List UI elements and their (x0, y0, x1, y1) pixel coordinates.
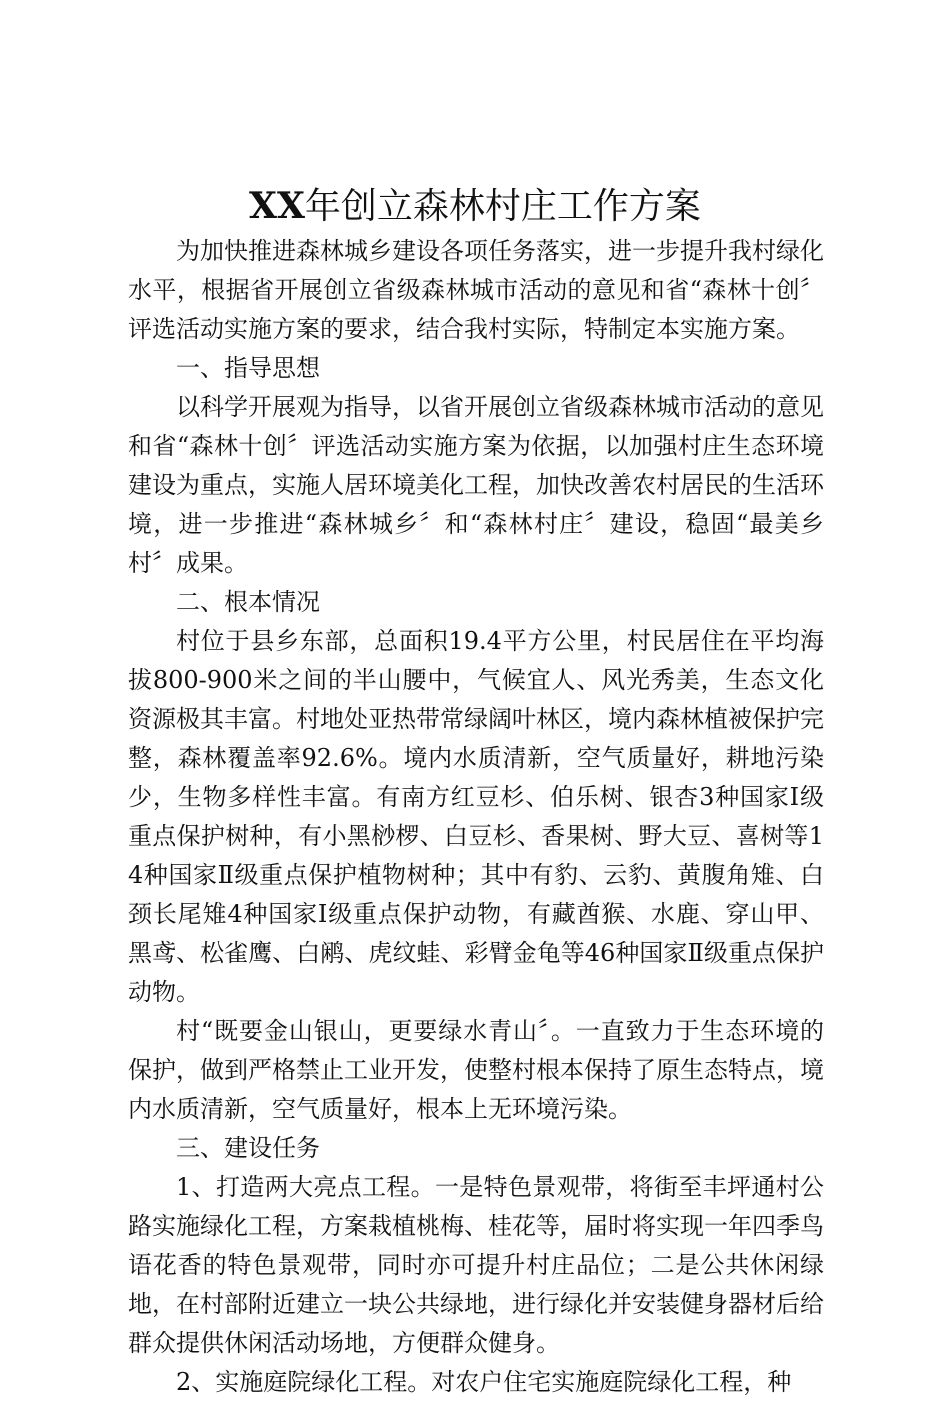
intro-paragraph: 为加快推进森林城乡建设各项任务落实，进一步提升我村绿化水平，根据省开展创立省级森林城市活动的意见和省“森林十创〞评选活动实施方案的要求，结合我村实际，特制定本实施方案。 (128, 237, 824, 343)
document-body (128, 232, 824, 1402)
ecology-paragraph: 村“既要金山银山，更要绿水青山〞。一直致力于生态环境的保护，做到严格禁止工业开发，使整村根本保持了原生态特点，境内水质清新，空气质量好，根本上无环境污染。 (128, 1017, 824, 1123)
document-title (0, 180, 950, 233)
section-heading-basic-situation: 二、根本情况 (176, 588, 320, 616)
guiding-ideology-paragraph: 以科学开展观为指导，以省开展创立省级森林城市活动的意见和省“森林十创〞评选活动实施方案为依据，以加强村庄生态环境建设为重点，实施人居环境美化工程，加快改善农村居民的生活环境，进一步推进“森林城乡〞和“森林村庄〞建设，稳固“最美乡村〞成果。 (128, 393, 824, 577)
task-2-paragraph: 2、实施庭院绿化工程。对农户住宅实施庭院绿化工程，种 (176, 1368, 792, 1396)
title-text: 年创立森林村庄工作方案 (304, 186, 701, 227)
section-heading-construction-tasks: 三、建设任务 (176, 1134, 320, 1162)
basic-situation-paragraph: 村位于县乡东部，总面积19.4平方公里，村民居住在平均海拔800-900米之间的半山腰中，气候宜人、风光秀美，生态文化资源极其丰富。村地处亚热带常绿阔叶林区，境内森林植被保护完整，森林覆盖率92.6%。境内水质清新，空气质量好，耕地污染少，生物多样性丰富。有南方红豆杉、伯乐树、银杏3种国家Ⅰ级重点保护树种，有小黑桫椤、白豆杉、香果树、野大豆、喜树等14种国家Ⅱ级重点保护植物树种；其中有豹、云豹、黄腹角雉、白颈长尾雉4种国家Ⅰ级重点保护动物，有藏酋猴、水鹿、穿山甲、黑鸢、松雀鹰、白鹇、虎纹蛙、彩臂金龟等46种国家Ⅱ级重点保护动物。 (128, 627, 824, 1006)
title-prefix: XX (249, 185, 305, 227)
section-heading-guiding-ideology: 一、指导思想 (176, 354, 320, 382)
task-1-paragraph: 1、打造两大亮点工程。一是特色景观带，将街至丰坪通村公路实施绿化工程，方案栽植桃梅、桂花等，届时将实现一年四季鸟语花香的特色景观带，同时亦可提升村庄品位；二是公共休闲绿地，在村部附近建立一块公共绿地，进行绿化并安装健身器材后给群众提供休闲活动场地，方便群众健身。 (128, 1173, 824, 1357)
